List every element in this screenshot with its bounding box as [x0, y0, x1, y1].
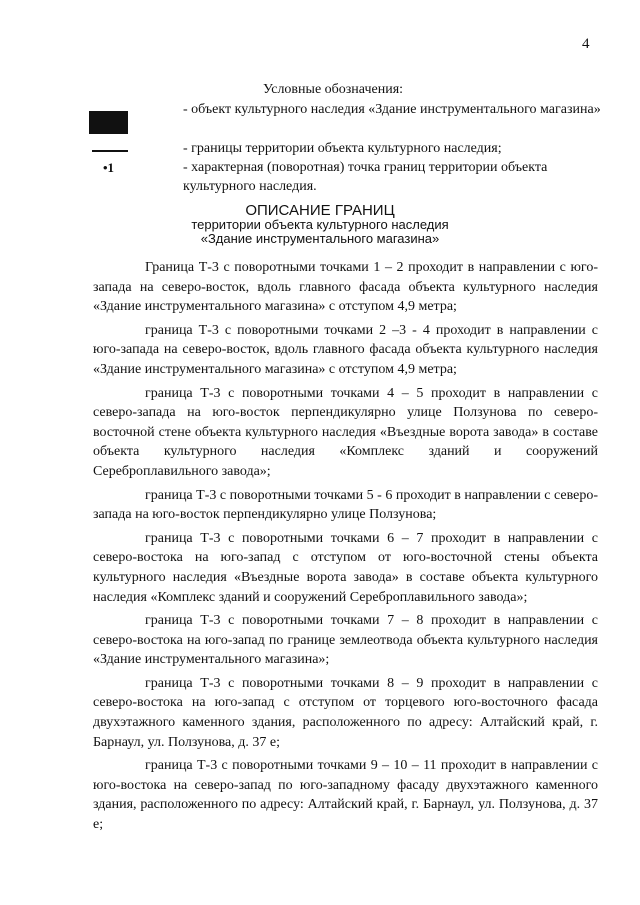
paragraph: граница Т-3 с поворотными точками 8 – 9 проходит в направлении с северо-востока на юго-запад с отступом от торцевого юго-восточного фасада двухэтажного каменного здания, расположенного по адресу: Алтайский край, г. Барнаул, ул. Ползунова, д. 37 е; [93, 675, 598, 750]
paragraph: граница Т-3 с поворотными точками 7 – 8 проходит в направлении с северо-востока на юго-запад по границе землеотвода объекта культурного наследия «Здание инструментального магазина»; [93, 613, 598, 668]
paragraph: граница Т-3 с поворотными точками 9 – 10 – 11 проходит в направлении с юго-востока на северо-запад по юго-западному фасаду двухэтажного каменного здания, расположенного по адресу: Алтайский край, г. Барнаул, ул. Ползунова, д. 37 е; [93, 758, 598, 833]
legend-item-object: - объект культурного наследия «Здание инструментального магазина» [183, 102, 601, 117]
legend-title: Условные обозначения: [263, 82, 404, 97]
legend-point-swatch: •1 [103, 160, 115, 175]
paragraph: граница Т-3 с поворотными точками 5 - 6 проходит в направлении с северо-запада на юго-восток перпендикулярно улице Ползунова; [93, 487, 598, 523]
paragraph: граница Т-3 с поворотными точками 6 – 7 проходит в направлении с северо-востока на юго-запад с отступом от юго-восточной стены объекта культурного наследия «Въездные ворота завода» в составе объекта культурного наследия «Комплекс зданий и сооружений Сереброплавильного завода»; [93, 530, 598, 605]
legend-item-point: - характерная (поворотная) точка границ территории объекта культурного наследия. [183, 160, 548, 194]
subheading-line-2: «Здание инструментального магазина» [200, 231, 440, 246]
legend-item-boundary: - границы территории объекта культурного наследия; [183, 141, 502, 156]
boundary-description [93, 258, 598, 839]
legend-object-swatch [89, 111, 128, 134]
paragraph: граница Т-3 с поворотными точками 2 –3 - 4 проходит в направлении с юго-запада на северо-восток, вдоль главного фасада объекта культурного наследия «Здание инструментального магазина» с отступом 4,9 метра; [93, 322, 598, 377]
section-subheading [0, 218, 640, 246]
legend-boundary-line-swatch [92, 150, 128, 152]
page-number: 4 [582, 36, 590, 52]
section-heading: ОПИСАНИЕ ГРАНИЦ [245, 202, 395, 219]
paragraph: граница Т-3 с поворотными точками 4 – 5 проходит в направлении с северо-запада на юго-восток перпендикулярно улице Ползунова по северо-восточной стене объекта культурного наследия «Въездные ворота завода» в составе объекта культурного наследия «Комплекс зданий и сооружений Сереброплавильного завода»; [93, 385, 598, 479]
paragraph: Граница Т-3 с поворотными точками 1 – 2 проходит в направлении с юго-запада на северо-восток, вдоль главного фасада объекта культурного наследия «Здание инструментального магазина» с отступом 4,9 метра; [93, 260, 598, 315]
subheading-line-1: территории объекта культурного наследия [191, 217, 449, 232]
